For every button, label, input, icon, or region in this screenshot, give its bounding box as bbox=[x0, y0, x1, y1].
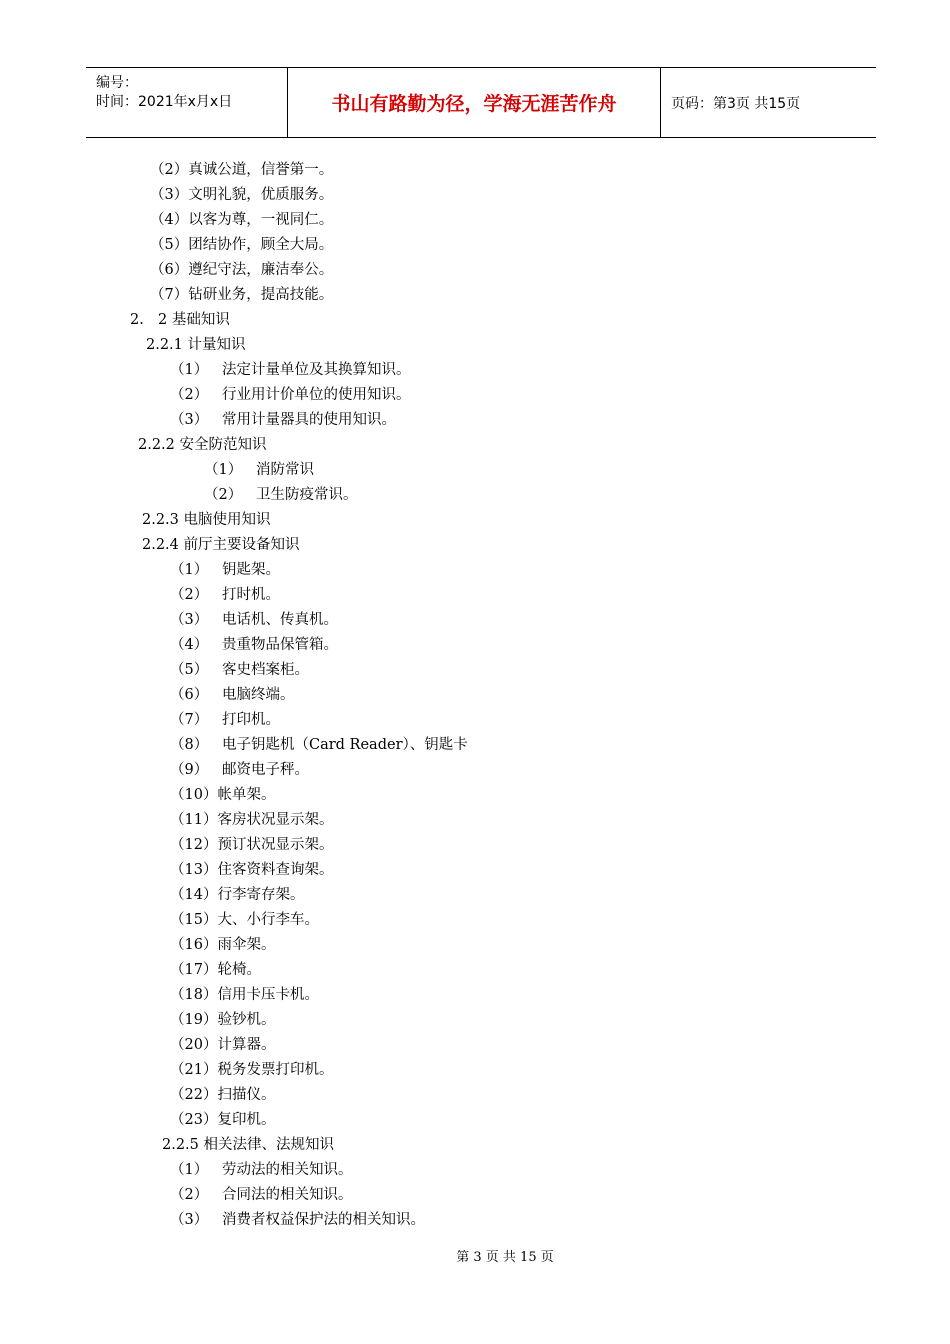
list-item: （8） 电子钥匙机（Card Reader）、钥匙卡 bbox=[170, 737, 468, 753]
list-item: （3） 电话机、传真机。 bbox=[170, 612, 338, 628]
list-item: （2） 打时机。 bbox=[170, 587, 280, 603]
header-meta-cell bbox=[86, 68, 288, 137]
text-line: （2）真诚公道，信誉第一。 bbox=[150, 162, 334, 178]
list-item: （22）扫描仪。 bbox=[170, 1087, 276, 1103]
header-motto: 书山有路勤为径，学海无涯苦作舟 bbox=[288, 68, 661, 137]
text-line: （3）文明礼貌，优质服务。 bbox=[150, 187, 334, 203]
text-line: （4）以客为尊，一视同仁。 bbox=[150, 212, 334, 228]
subsection-heading: 2.2.3 电脑使用知识 bbox=[142, 512, 271, 528]
list-item: （1） 劳动法的相关知识。 bbox=[170, 1162, 353, 1178]
section-number: 2. bbox=[130, 312, 144, 328]
list-item: （19）验钞机。 bbox=[170, 1012, 276, 1028]
list-item: （15）大、小行李车。 bbox=[170, 912, 319, 928]
list-item: （18）信用卡压卡机。 bbox=[170, 987, 319, 1003]
list-item: （21）税务发票打印机。 bbox=[170, 1062, 334, 1078]
list-item: （11）客房状况显示架。 bbox=[170, 812, 334, 828]
list-item: （23）复印机。 bbox=[170, 1112, 276, 1128]
list-item: （12）预订状况显示架。 bbox=[170, 837, 334, 853]
list-item: （16）雨伞架。 bbox=[170, 937, 276, 953]
list-item: （2） 行业用计价单位的使用知识。 bbox=[170, 387, 411, 403]
list-item: （9） 邮资电子秤。 bbox=[170, 762, 309, 778]
text-line: （7）钻研业务，提高技能。 bbox=[150, 287, 334, 303]
subsection-heading: 2.2.5 相关法律、法规知识 bbox=[162, 1137, 335, 1153]
text-line: （5）团结协作，顾全大局。 bbox=[150, 237, 334, 253]
header-page-info: 页码：第3页 共15页 bbox=[671, 95, 801, 112]
page-footer: 第 3 页 共 15 页 bbox=[456, 1250, 554, 1265]
list-item: （10）帐单架。 bbox=[170, 787, 276, 803]
serial-number-label: 编号： bbox=[96, 75, 138, 91]
list-item: （3） 常用计量器具的使用知识。 bbox=[170, 412, 396, 428]
list-item: （2） 卫生防疫常识。 bbox=[204, 487, 358, 503]
section-heading bbox=[130, 310, 230, 330]
page-header bbox=[86, 67, 876, 138]
list-item: （20）计算器。 bbox=[170, 1037, 276, 1053]
list-item: （1） 消防常识 bbox=[204, 462, 314, 478]
time-label: 时间：2021年x月x日 bbox=[96, 94, 233, 110]
list-item: （6） 电脑终端。 bbox=[170, 687, 295, 703]
list-item: （4） 贵重物品保管箱。 bbox=[170, 637, 338, 653]
list-item: （1） 法定计量单位及其换算知识。 bbox=[170, 362, 411, 378]
section-title: 2 基础知识 bbox=[158, 312, 230, 328]
list-item: （7） 打印机。 bbox=[170, 712, 280, 728]
subsection-heading: 2.2.4 前厅主要设备知识 bbox=[142, 537, 300, 553]
list-item: （1） 钥匙架。 bbox=[170, 562, 280, 578]
subsection-heading: 2.2.2 安全防范知识 bbox=[138, 437, 267, 453]
list-item: （17）轮椅。 bbox=[170, 962, 261, 978]
list-item: （13）住客资料查询架。 bbox=[170, 862, 334, 878]
list-item: （14）行李寄存架。 bbox=[170, 887, 305, 903]
subsection-heading: 2.2.1 计量知识 bbox=[146, 337, 246, 353]
list-item: （5） 客史档案柜。 bbox=[170, 662, 309, 678]
list-item: （3） 消费者权益保护法的相关知识。 bbox=[170, 1212, 425, 1228]
text-line: （6）遵纪守法，廉洁奉公。 bbox=[150, 262, 334, 278]
list-item: （2） 合同法的相关知识。 bbox=[170, 1187, 353, 1203]
